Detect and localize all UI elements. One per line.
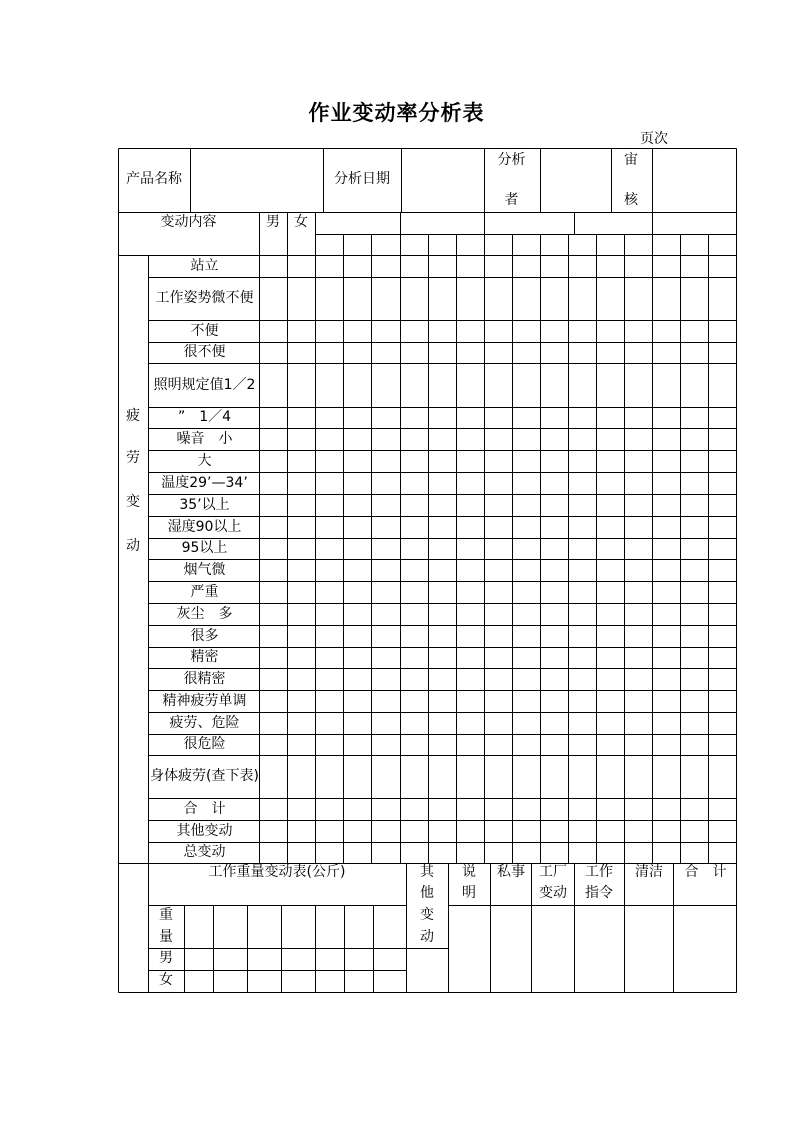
- cleaning-label: 清洁: [635, 864, 663, 880]
- row-label: 不便: [190, 322, 219, 339]
- row-label: ” 1／4: [177, 409, 232, 425]
- fatigue-group-char-2: 劳: [126, 450, 140, 466]
- other-change-char-3: 变: [420, 907, 434, 923]
- row-label: 精神疲劳单调: [162, 692, 247, 709]
- analysis-date-field[interactable]: [401, 148, 484, 212]
- total-label: 合 计: [684, 864, 727, 880]
- row-label: 大: [197, 452, 212, 469]
- row-label: 很不便: [183, 344, 226, 360]
- row-label: 很危险: [183, 736, 226, 752]
- product-name-field[interactable]: [190, 148, 323, 212]
- row-label: 站立: [190, 257, 219, 274]
- private-label: 私事: [497, 864, 525, 880]
- fatigue-group-char-4: 动: [126, 538, 140, 554]
- work-order-line-1: 工作: [585, 864, 613, 880]
- row-label: 合 计: [183, 800, 226, 817]
- fatigue-group-char-3: 变: [126, 494, 140, 510]
- female-label: 女: [294, 214, 308, 230]
- fatigue-group-char-1: 疲: [126, 408, 140, 424]
- row-label: 其他变动: [176, 822, 233, 839]
- review-label-top: 宙: [624, 152, 638, 168]
- analyst-label-top: 分析: [497, 152, 526, 168]
- row-label: 很多: [190, 627, 219, 644]
- other-change-char-4: 动: [420, 929, 434, 945]
- row-label: 身体疲劳(查下表): [150, 768, 259, 784]
- factory-change-line-1: 工厂: [539, 864, 567, 880]
- analysis-form: [118, 148, 737, 993]
- row-label: 照明规定值1／2: [153, 376, 256, 393]
- page-title: 作业变动率分析表: [308, 101, 485, 125]
- weight-label-top: 重: [159, 907, 173, 923]
- page-number-label: 页次: [640, 131, 668, 147]
- review-label-bottom: 核: [624, 192, 638, 208]
- review-field[interactable]: [652, 148, 737, 212]
- row-label: 总变动: [183, 844, 226, 860]
- change-content-label: 变动内容: [160, 214, 217, 230]
- row-label: 很精密: [183, 670, 226, 687]
- male-label: 男: [266, 214, 280, 230]
- weight-female-label: 女: [159, 972, 173, 988]
- work-order-line-2: 指令: [585, 885, 613, 901]
- product-name-label: 产品名称: [126, 171, 182, 187]
- row-label: 噪音 小: [176, 430, 233, 447]
- row-label: 温度29’—34’: [161, 474, 248, 491]
- weight-label-bottom: 量: [159, 929, 173, 945]
- row-label: 工作姿势微不便: [155, 290, 254, 306]
- row-label: 95以上: [181, 540, 228, 556]
- row-label: 严重: [190, 583, 219, 600]
- factory-change-line-2: 变动: [539, 885, 567, 901]
- weight-table-label: 工作重量变动表(公斤): [208, 864, 346, 880]
- weight-male-label: 男: [159, 950, 173, 966]
- other-change-char-1: 其: [420, 864, 434, 880]
- row-label: 精密: [190, 649, 219, 665]
- analysis-date-label: 分析日期: [334, 171, 390, 187]
- row-label: 烟气微: [183, 561, 226, 578]
- row-label: 35’以上: [179, 496, 230, 513]
- note-char-1: 说: [462, 864, 476, 880]
- note-char-2: 明: [462, 885, 476, 901]
- other-change-char-2: 他: [420, 885, 434, 901]
- analyst-label-bottom: 者: [504, 192, 519, 208]
- row-label: 疲劳、危险: [169, 714, 240, 731]
- row-label: 灰尘 多: [176, 605, 233, 622]
- row-label: 湿度90以上: [167, 518, 242, 535]
- analyst-field[interactable]: [540, 148, 610, 212]
